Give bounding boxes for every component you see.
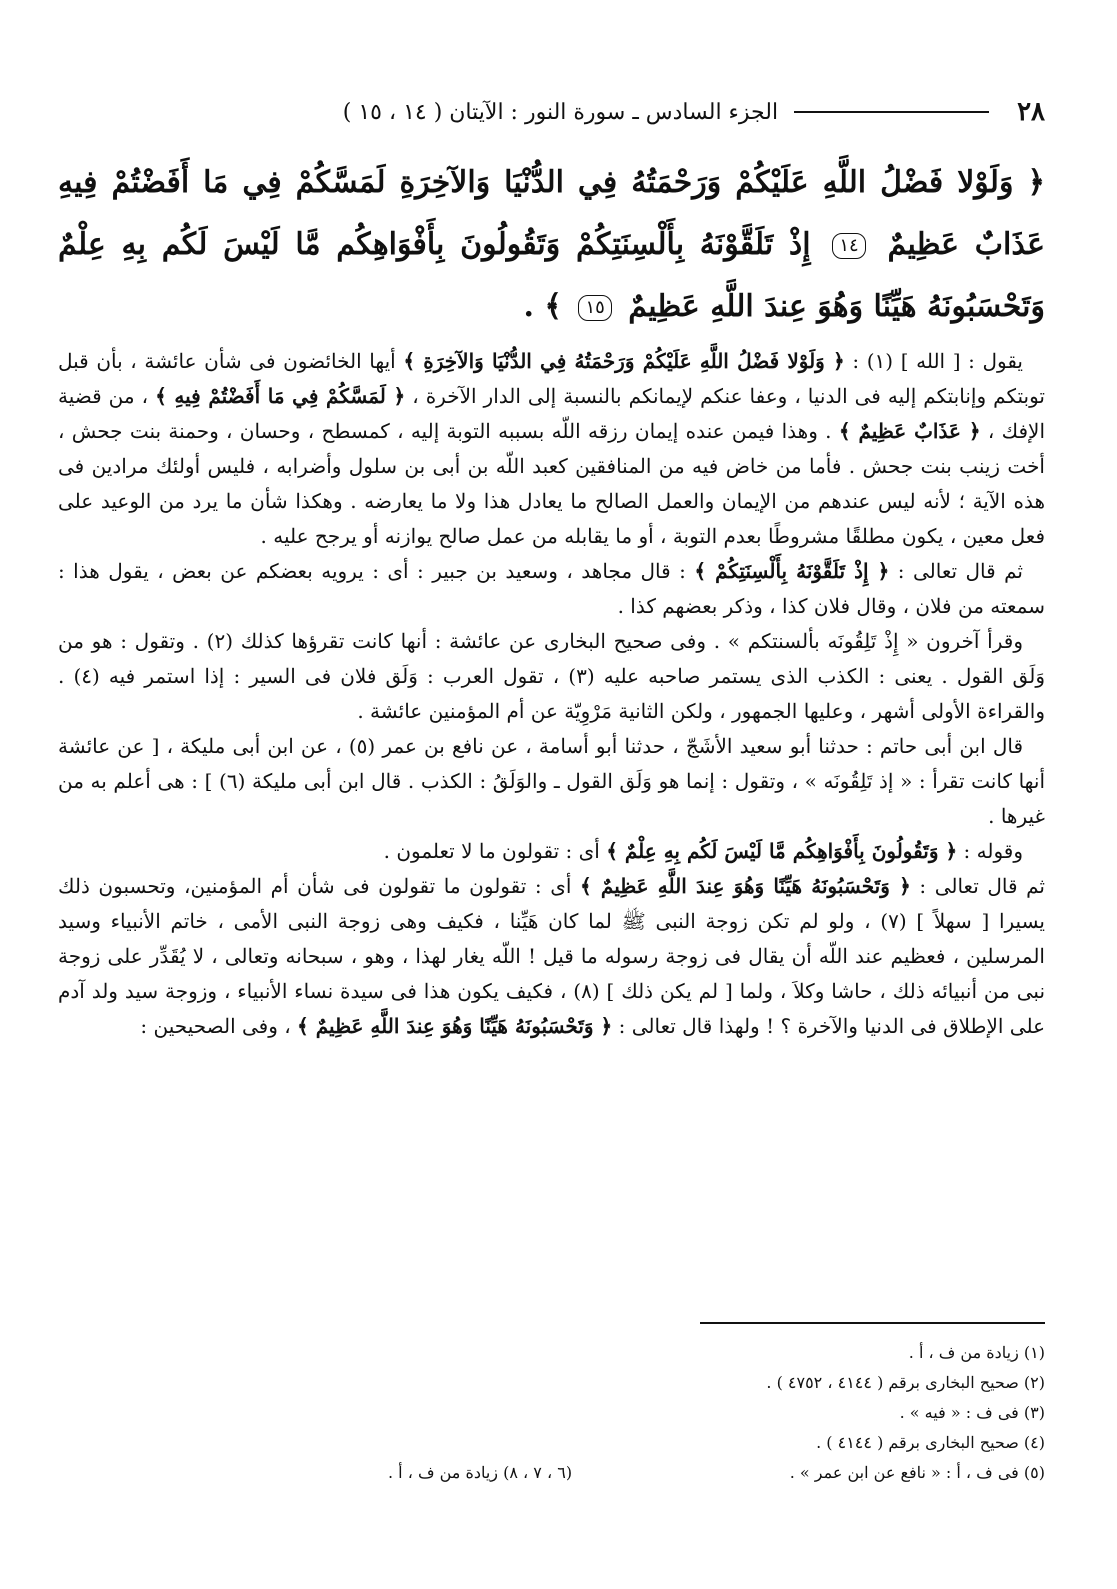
paragraph-6	[58, 869, 1045, 1044]
running-title: الجزء السادس ـ سورة النور : الآيتان ( ١٤ ، ١٥ )	[342, 99, 779, 125]
quoted-verse: ﴿ لَمَسَّكُمْ فِي مَا أَفَضْتُمْ فِيهِ ﴾	[155, 384, 406, 408]
footnotes	[58, 1338, 1045, 1488]
text-run: وقوله :	[957, 839, 1023, 863]
commentary-text	[58, 344, 1045, 1044]
text-run: أى : تقولون ما تقولون فى شأن أم المؤمنين، وتحسبون ذلك يسيرا [ سهلاً ] (٧) ، ولو لم تكن زوجة النبى ﷺ لما كان هَيِّنا ، فكيف وهى زوجة النبى الأمى ، خاتم الأنبياء وسيد المرسلين ، فعظيم عند اللّه أن يقال فى زوجة رسوله ما قيل ! اللّه يغار لهذا ، وهو ، سبحانه وتعالى ، لا يُقَدِّر على زوجة نبى من أنبيائه ذلك ، حاشا وكلاَ ، ولما [ لم يكن ذلك ] (٨) ، فكيف يكون هذا فى سيدة نساء الأنبياء ، وزوجة سيد ولد آدم على الإطلاق فى الدنيا والآخرة ؟ ! ولهذا قال تعالى :	[58, 874, 1046, 1038]
paragraph-2	[58, 554, 1045, 624]
text-run: أيها الخائضون فى شأن عائشة ، بأن قبل توبتكم وإنابتكم إليه فى الدنيا ، وعفا عنكم لإيمانكم بالنسبة إلى الدار الآخرة ،	[58, 349, 1045, 408]
quoted-verse: ﴿ وَلَوْلا فَضْلُ اللَّهِ عَلَيْكُمْ وَرَحْمَتُهُ فِي الدُّنْيَا وَالآخِرَةِ ﴾	[403, 349, 845, 373]
paragraph-4: قال ابن أبى حاتم : حدثنا أبو سعيد الأشَجّ ، حدثنا أبو أسامة ، عن نافع بن عمر (٥) ، عن ابن أبى مليكة ، [ عن عائشة أنها كانت تقرأ : « إذ تَلِقُونَه » ، وتقول : إنما هو وَلَق القول ـ والوَلَقُ : الكذب . قال ابن أبى مليكة (٦) ] : هى أعلم به من غيرها .	[58, 734, 1046, 828]
page-number: ٢٨	[1017, 97, 1045, 127]
quoted-verse: ﴿ وَتَقُولُونَ بِأَفْوَاهِكُم مَّا لَيْسَ لَكُم بِهِ عِلْمٌ ﴾	[606, 839, 958, 863]
quoted-verse: ﴿ وَتَحْسَبُونَهُ هَيِّنًا وَهُوَ عِندَ اللَّهِ عَظِيمٌ ﴾	[580, 874, 911, 898]
footnote-row	[58, 1458, 1045, 1488]
text-run: ثم قال تعالى :	[889, 559, 1023, 583]
paragraph-5	[58, 834, 1045, 869]
paragraph-3: وقرأ آخرون « إِذْ تَلِقُونَه بألسنتكم » . وفى صحيح البخارى عن عائشة : أنها كانت تقرؤها كذلك (٢) . وتقول : هو من وَلَق القول . يعنى : الكذب الذى يستمر صاحبه عليه (٣) ، تقول العرب : وَلَق فلان فى السير : إذا استمر فيه (٤) . والقراءة الأولى أشهر ، وعليها الجمهور ، ولكن الثانية مَرْوِيّة عن أم المؤمنين عائشة .	[58, 629, 1045, 723]
text-run: ، من قضية الإفك ،	[58, 384, 1045, 443]
verse-number-14: ١٤	[832, 233, 865, 259]
verse-text-15: إِذْ تَلَقَّوْنَهُ بِأَلْسِنَتِكُمْ وَتَقُولُونَ بِأَفْوَاهِكُم مَّا لَيْسَ لَكُم بِهِ عِلْمٌ وَتَحْسَبُونَهُ هَيِّنًا وَهُوَ عِندَ اللَّهِ عَظِيمٌ	[58, 227, 1045, 324]
paragraph-1	[58, 344, 1045, 554]
footnote-4: (٤) صحيح البخارى برقم ( ٤١٤٤ ) .	[816, 1433, 1045, 1452]
footnote-1: (١) زيادة من ف ، أ .	[908, 1343, 1045, 1362]
quran-verse-block	[58, 152, 1045, 338]
footnote-3: (٣) فى ف : « فيه » .	[899, 1403, 1045, 1422]
verse-text-14: وَلَوْلا فَضْلُ اللَّهِ عَلَيْكُمْ وَرَحْمَتُهُ فِي الدُّنْيَا وَالآخِرَةِ لَمَسَّكُمْ فِي مَا أَفَضْتُمْ فِيهِ عَذَابٌ عَظِيمٌ	[58, 165, 1046, 262]
footnote-rule	[700, 1322, 1045, 1324]
text-run: ، وفى الصحيحين :	[140, 1014, 298, 1038]
footnote-6-8: (٦ ، ٧ ، ٨) زيادة من ف ، أ .	[388, 1463, 573, 1482]
footnote-2: (٢) صحيح البخارى برقم ( ٤١٤٤ ، ٤٧٥٢ ) .	[766, 1373, 1045, 1392]
quoted-verse: ﴿ وَتَحْسَبُونَهُ هَيِّنًا وَهُوَ عِندَ اللَّهِ عَظِيمٌ ﴾	[297, 1014, 613, 1038]
text-run: : قال مجاهد ، وسعيد بن جبير : أى : يرويه بعضكم عن بعض ، يقول هذا : سمعته من فلان ، وقال فلان كذا ، وذكر بعضهم كذا .	[58, 559, 1045, 618]
verse-close-bracket: ﴾ .	[523, 289, 562, 324]
text-run: يقول : [ الله ] (١) :	[844, 349, 1024, 373]
quoted-verse: ﴿ عَذَابٌ عَظِيمٌ ﴾	[838, 419, 981, 443]
text-run: ثم قال تعالى :	[910, 874, 1045, 898]
verse-number-15: ١٥	[578, 295, 611, 321]
verse-open-bracket: ﴿	[1027, 165, 1046, 200]
page-header	[62, 92, 1045, 132]
quoted-verse: ﴿ إِذْ تَلَقَّوْنَهُ بِأَلْسِنَتِكُمْ ﴾	[694, 559, 890, 583]
text-run: . وهذا فيمن عنده إيمان رزقه اللّه بسببه التوبة إليه ، كمسطح ، وحسان ، وحمنة بنت جحش ، أخت زينب بنت جحش . فأما من خاض فيه من المنافقين كعبد اللّه بن أبى بن سلول وأضرابه ، فليس أولئك مرادين فى هذه الآية ؛ لأنه ليس عندهم من الإيمان والعمل الصالح ما يعادل هذا ولا ما يعارضه . وهكذا شأن ما يرد من الوعيد على فعل معين ، يكون مطلقًا مشروطًا بعدم التوبة ، أو ما يقابله من عمل صالح يوازنه أو يرجح عليه .	[58, 419, 1045, 548]
header-rule	[794, 111, 989, 113]
footnote-5: (٥) فى ف ، أ : « نافع عن ابن عمر » .	[789, 1463, 1045, 1482]
text-run: أى : تقولون ما لا تعلمون .	[383, 839, 607, 863]
